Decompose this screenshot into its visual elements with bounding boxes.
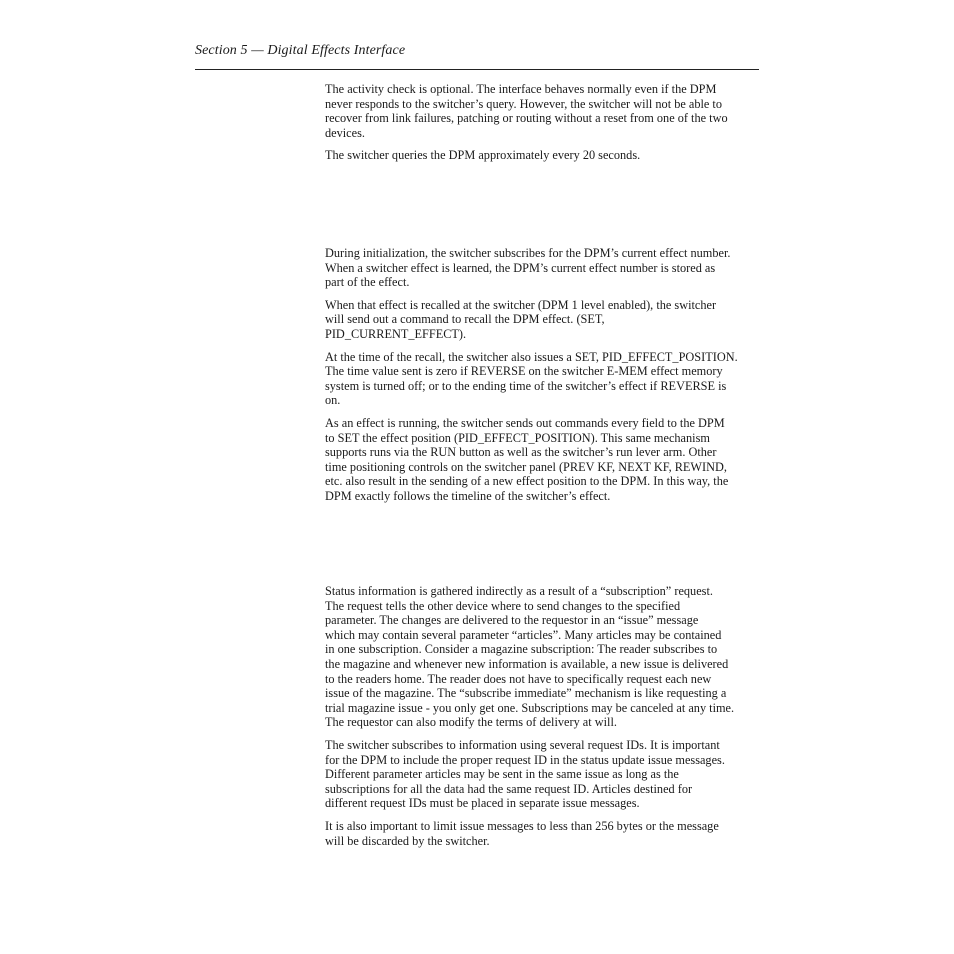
header-rule	[195, 69, 759, 70]
body-paragraph: The switcher queries the DPM approximately every 20 seconds.	[325, 148, 641, 163]
running-header: Section 5 — Digital Effects Interface	[195, 43, 406, 58]
body-paragraph: The switcher subscribes to information using several request IDs. It is important for the DPM to include the proper request ID in the status update issue messages. Different parameter articles may be sent in the same issue as long as the subscriptions for all the data had the same request ID. Articles destined for different request IDs must be placed in separate issue messages.	[325, 737, 725, 811]
body-paragraph: Status information is gathered indirectly as a result of a “subscription” request. The request tells the other device where to send changes to the specified parameter. The changes are delivered to the requestor in an “issue” message which may contain several parameter “articles”. Many articles may be contained in one subscription. Consider a magazine subscription: The reader subscribes to the magazine and whenever new information is available, a new issue is delivered to the readers home. The reader does not have to specifically request each new issue of the magazine. The “subscribe immediate” mechanism is like requesting a trial magazine issue - you only get one. Subscriptions may be canceled at any time. The requestor can also modify the terms of delivery at will.	[325, 584, 735, 730]
body-paragraph: During initialization, the switcher subscribes for the DPM’s current effect number. When a switcher effect is learned, the DPM’s current effect number is stored as part of the effect.	[325, 246, 731, 290]
activity-check-section	[325, 82, 759, 171]
body-paragraph: As an effect is running, the switcher sends out commands every field to the DPM to SET the effect position (PID_EFFECT_POSITION). This same mechanism supports runs via the RUN button as well as the switcher’s run lever arm. Other time positioning controls on the switcher panel (PREV KF, NEXT KF, REWIND, etc. also result in the sending of a new effect position to the DPM. In this way, the DPM exactly follows the timeline of the switcher’s effect.	[325, 415, 729, 503]
status-subscription-section	[325, 584, 759, 856]
body-paragraph: It is also important to limit issue messages to less than 256 bytes or the message will be discarded by the switcher.	[325, 818, 719, 848]
body-paragraph: At the time of the recall, the switcher also issues a SET, PID_EFFECT_POSITION. The time value sent is zero if REVERSE on the switcher E-MEM effect memory system is turned off; or to the ending time of the switcher’s effect if REVERSE is on.	[325, 349, 738, 408]
effect-recall-section	[325, 246, 759, 512]
body-paragraph: When that effect is recalled at the switcher (DPM 1 level enabled), the switcher will send out a command to recall the DPM effect. (SET, PID_CURRENT_EFFECT).	[325, 297, 717, 341]
body-paragraph: The activity check is optional. The interface behaves normally even if the DPM never responds to the switcher’s query. However, the switcher will not be able to recover from link failures, patching or routing without a reset from one of the two devices.	[325, 82, 728, 140]
